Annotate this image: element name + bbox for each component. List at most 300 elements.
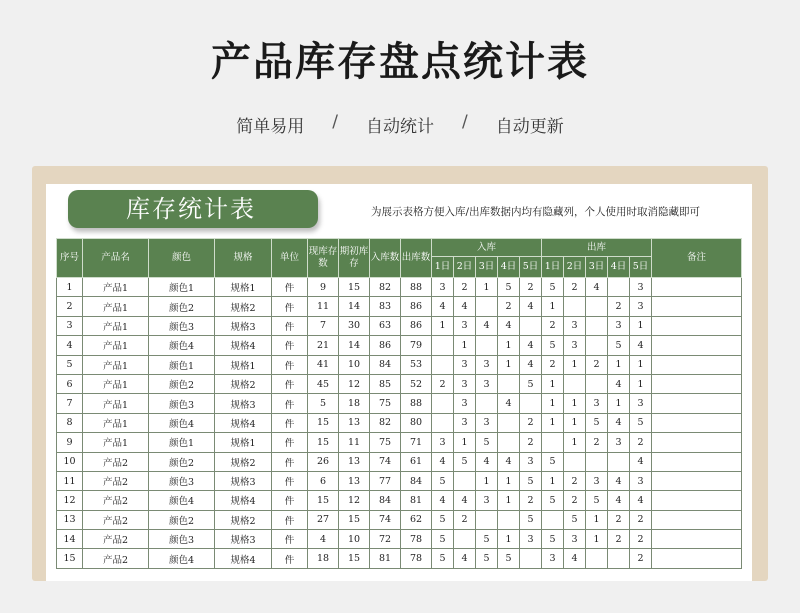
table-cell[interactable]: 1 (586, 530, 608, 549)
table-cell[interactable]: 5 (520, 471, 542, 490)
table-cell[interactable]: 86 (401, 316, 432, 335)
table-cell[interactable]: 3 (476, 491, 498, 510)
table-cell[interactable] (498, 510, 520, 529)
table-cell[interactable]: 产品2 (83, 452, 149, 471)
table-cell[interactable]: 5 (542, 452, 564, 471)
table-cell[interactable]: 产品1 (83, 355, 149, 374)
table-cell[interactable]: 52 (401, 374, 432, 393)
table-cell[interactable]: 3 (542, 549, 564, 568)
table-cell[interactable]: 2 (630, 510, 652, 529)
table-cell[interactable]: 5 (498, 549, 520, 568)
table-cell[interactable] (652, 471, 742, 490)
table-cell[interactable]: 5 (608, 336, 630, 355)
table-cell[interactable]: 3 (586, 471, 608, 490)
table-cell[interactable]: 产品1 (83, 433, 149, 452)
table-cell[interactable]: 5 (542, 530, 564, 549)
table-cell[interactable]: 75 (370, 394, 401, 413)
table-cell[interactable]: 颜色1 (149, 278, 215, 297)
table-cell[interactable]: 13 (339, 471, 370, 490)
table-cell[interactable]: 1 (630, 316, 652, 335)
table-cell[interactable]: 1 (498, 471, 520, 490)
table-cell[interactable]: 15 (57, 549, 83, 568)
table-cell[interactable] (498, 374, 520, 393)
table-cell[interactable]: 3 (586, 394, 608, 413)
table-cell[interactable]: 2 (608, 297, 630, 316)
table-cell[interactable]: 件 (272, 394, 308, 413)
table-cell[interactable]: 规格2 (215, 297, 272, 316)
table-cell[interactable]: 颜色2 (149, 452, 215, 471)
table-cell[interactable] (608, 452, 630, 471)
table-cell[interactable]: 82 (370, 278, 401, 297)
table-cell[interactable] (586, 452, 608, 471)
table-cell[interactable]: 82 (370, 413, 401, 432)
table-cell[interactable] (652, 374, 742, 393)
table-cell[interactable]: 1 (454, 336, 476, 355)
table-cell[interactable]: 1 (542, 413, 564, 432)
table-cell[interactable] (586, 549, 608, 568)
table-cell[interactable]: 规格1 (215, 278, 272, 297)
table-cell[interactable]: 5 (476, 433, 498, 452)
table-cell[interactable] (652, 355, 742, 374)
table-cell[interactable]: 63 (370, 316, 401, 335)
table-cell[interactable]: 3 (520, 530, 542, 549)
table-cell[interactable]: 4 (476, 452, 498, 471)
table-cell[interactable]: 产品1 (83, 413, 149, 432)
table-cell[interactable]: 12 (339, 374, 370, 393)
table-cell[interactable]: 产品2 (83, 471, 149, 490)
table-cell[interactable]: 9 (308, 278, 339, 297)
table-cell[interactable]: 14 (339, 336, 370, 355)
table-cell[interactable]: 1 (586, 510, 608, 529)
table-cell[interactable]: 2 (432, 374, 454, 393)
table-cell[interactable]: 4 (586, 278, 608, 297)
table-cell[interactable] (652, 433, 742, 452)
table-cell[interactable]: 产品1 (83, 374, 149, 393)
table-cell[interactable]: 72 (370, 530, 401, 549)
table-cell[interactable] (652, 278, 742, 297)
table-cell[interactable] (476, 394, 498, 413)
table-cell[interactable]: 2 (608, 530, 630, 549)
table-cell[interactable] (652, 336, 742, 355)
table-cell[interactable]: 85 (370, 374, 401, 393)
table-cell[interactable]: 86 (401, 297, 432, 316)
table-cell[interactable]: 颜色3 (149, 530, 215, 549)
table-cell[interactable]: 84 (370, 491, 401, 510)
table-cell[interactable] (498, 413, 520, 432)
table-cell[interactable]: 件 (272, 297, 308, 316)
table-cell[interactable]: 15 (308, 433, 339, 452)
table-cell[interactable]: 4 (432, 297, 454, 316)
table-cell[interactable]: 件 (272, 316, 308, 335)
table-cell[interactable]: 产品1 (83, 394, 149, 413)
table-cell[interactable]: 3 (454, 355, 476, 374)
table-cell[interactable]: 12 (339, 491, 370, 510)
table-cell[interactable]: 1 (498, 355, 520, 374)
table-cell[interactable]: 产品1 (83, 297, 149, 316)
table-cell[interactable]: 15 (339, 549, 370, 568)
table-cell[interactable]: 71 (401, 433, 432, 452)
table-cell[interactable] (542, 510, 564, 529)
table-cell[interactable]: 1 (432, 316, 454, 335)
table-cell[interactable]: 3 (608, 316, 630, 335)
table-cell[interactable]: 2 (520, 278, 542, 297)
table-cell[interactable]: 74 (370, 510, 401, 529)
table-cell[interactable]: 件 (272, 549, 308, 568)
table-cell[interactable]: 2 (498, 297, 520, 316)
table-cell[interactable]: 11 (339, 433, 370, 452)
table-cell[interactable]: 30 (339, 316, 370, 335)
table-cell[interactable]: 62 (401, 510, 432, 529)
table-cell[interactable]: 产品2 (83, 510, 149, 529)
table-cell[interactable]: 5 (542, 336, 564, 355)
table-cell[interactable] (432, 394, 454, 413)
table-cell[interactable]: 88 (401, 278, 432, 297)
table-cell[interactable]: 规格2 (215, 510, 272, 529)
table-cell[interactable]: 9 (57, 433, 83, 452)
table-cell[interactable]: 5 (432, 510, 454, 529)
table-cell[interactable]: 80 (401, 413, 432, 432)
table-cell[interactable]: 1 (57, 278, 83, 297)
table-cell[interactable]: 6 (308, 471, 339, 490)
table-cell[interactable] (520, 394, 542, 413)
table-cell[interactable]: 4 (57, 336, 83, 355)
table-cell[interactable]: 2 (564, 278, 586, 297)
table-cell[interactable]: 3 (630, 471, 652, 490)
table-cell[interactable]: 5 (542, 491, 564, 510)
table-cell[interactable]: 1 (476, 471, 498, 490)
table-cell[interactable]: 5 (498, 278, 520, 297)
table-cell[interactable]: 79 (401, 336, 432, 355)
table-cell[interactable]: 4 (608, 471, 630, 490)
table-cell[interactable]: 5 (520, 510, 542, 529)
table-cell[interactable]: 3 (564, 336, 586, 355)
table-cell[interactable] (652, 491, 742, 510)
table-cell[interactable]: 4 (498, 394, 520, 413)
table-cell[interactable] (432, 413, 454, 432)
table-cell[interactable] (498, 433, 520, 452)
table-cell[interactable]: 规格1 (215, 433, 272, 452)
table-cell[interactable]: 件 (272, 491, 308, 510)
table-cell[interactable]: 3 (432, 433, 454, 452)
table-cell[interactable]: 1 (498, 530, 520, 549)
table-cell[interactable]: 4 (432, 452, 454, 471)
table-cell[interactable]: 4 (432, 491, 454, 510)
table-cell[interactable] (564, 452, 586, 471)
table-cell[interactable]: 13 (339, 413, 370, 432)
table-cell[interactable] (454, 530, 476, 549)
table-cell[interactable]: 件 (272, 336, 308, 355)
table-cell[interactable] (542, 433, 564, 452)
table-cell[interactable]: 产品2 (83, 491, 149, 510)
table-cell[interactable]: 产品1 (83, 278, 149, 297)
table-cell[interactable]: 规格3 (215, 530, 272, 549)
table-cell[interactable]: 1 (476, 278, 498, 297)
table-cell[interactable]: 15 (308, 413, 339, 432)
table-cell[interactable]: 4 (520, 297, 542, 316)
table-cell[interactable] (586, 316, 608, 335)
table-cell[interactable]: 颜色3 (149, 394, 215, 413)
table-cell[interactable]: 3 (630, 394, 652, 413)
table-cell[interactable]: 15 (308, 491, 339, 510)
table-cell[interactable] (608, 549, 630, 568)
table-cell[interactable]: 4 (608, 491, 630, 510)
table-cell[interactable]: 4 (498, 316, 520, 335)
table-cell[interactable] (652, 413, 742, 432)
table-cell[interactable] (520, 549, 542, 568)
table-cell[interactable]: 3 (630, 297, 652, 316)
table-cell[interactable]: 件 (272, 530, 308, 549)
table-cell[interactable]: 件 (272, 278, 308, 297)
table-cell[interactable]: 3 (520, 452, 542, 471)
table-cell[interactable]: 4 (608, 413, 630, 432)
table-cell[interactable]: 1 (630, 355, 652, 374)
table-cell[interactable]: 61 (401, 452, 432, 471)
table-cell[interactable]: 1 (454, 433, 476, 452)
table-cell[interactable]: 13 (57, 510, 83, 529)
table-cell[interactable]: 5 (630, 413, 652, 432)
table-cell[interactable] (652, 297, 742, 316)
table-cell[interactable]: 5 (586, 491, 608, 510)
table-cell[interactable]: 件 (272, 452, 308, 471)
table-cell[interactable]: 规格4 (215, 336, 272, 355)
table-cell[interactable]: 颜色1 (149, 433, 215, 452)
table-cell[interactable]: 86 (370, 336, 401, 355)
table-cell[interactable]: 产品2 (83, 549, 149, 568)
table-cell[interactable]: 5 (520, 374, 542, 393)
table-cell[interactable] (432, 355, 454, 374)
table-cell[interactable]: 5 (542, 278, 564, 297)
table-cell[interactable]: 1 (498, 491, 520, 510)
table-cell[interactable]: 颜色2 (149, 510, 215, 529)
table-cell[interactable]: 2 (608, 510, 630, 529)
table-cell[interactable]: 2 (630, 549, 652, 568)
table-cell[interactable]: 1 (608, 394, 630, 413)
table-cell[interactable]: 11 (308, 297, 339, 316)
table-cell[interactable] (520, 316, 542, 335)
table-cell[interactable] (652, 316, 742, 335)
table-cell[interactable]: 2 (564, 471, 586, 490)
table-cell[interactable]: 4 (630, 452, 652, 471)
table-cell[interactable]: 41 (308, 355, 339, 374)
table-cell[interactable]: 1 (564, 413, 586, 432)
table-cell[interactable] (652, 510, 742, 529)
table-cell[interactable]: 规格2 (215, 374, 272, 393)
table-cell[interactable]: 1 (542, 394, 564, 413)
table-cell[interactable]: 3 (432, 278, 454, 297)
table-cell[interactable]: 15 (339, 278, 370, 297)
table-cell[interactable]: 2 (520, 491, 542, 510)
table-cell[interactable]: 1 (542, 374, 564, 393)
table-cell[interactable] (564, 297, 586, 316)
table-cell[interactable]: 3 (608, 433, 630, 452)
table-cell[interactable]: 颜色4 (149, 336, 215, 355)
table-cell[interactable]: 4 (520, 355, 542, 374)
table-cell[interactable]: 1 (564, 433, 586, 452)
table-cell[interactable]: 2 (57, 297, 83, 316)
table-cell[interactable]: 5 (308, 394, 339, 413)
table-cell[interactable]: 45 (308, 374, 339, 393)
table-cell[interactable]: 规格4 (215, 413, 272, 432)
table-cell[interactable] (652, 549, 742, 568)
table-cell[interactable]: 2 (586, 433, 608, 452)
table-cell[interactable] (586, 336, 608, 355)
table-cell[interactable]: 27 (308, 510, 339, 529)
table-cell[interactable]: 规格4 (215, 491, 272, 510)
table-cell[interactable]: 14 (339, 297, 370, 316)
table-cell[interactable]: 3 (454, 413, 476, 432)
table-cell[interactable]: 2 (542, 316, 564, 335)
table-cell[interactable]: 5 (432, 549, 454, 568)
table-cell[interactable]: 1 (564, 355, 586, 374)
table-cell[interactable]: 3 (564, 316, 586, 335)
table-cell[interactable]: 颜色2 (149, 374, 215, 393)
table-cell[interactable]: 21 (308, 336, 339, 355)
table-cell[interactable]: 83 (370, 297, 401, 316)
table-cell[interactable]: 10 (339, 530, 370, 549)
table-cell[interactable]: 5 (564, 510, 586, 529)
table-cell[interactable]: 7 (57, 394, 83, 413)
table-cell[interactable]: 规格1 (215, 355, 272, 374)
table-cell[interactable]: 78 (401, 549, 432, 568)
table-cell[interactable]: 4 (520, 336, 542, 355)
table-cell[interactable]: 4 (630, 336, 652, 355)
table-cell[interactable]: 3 (57, 316, 83, 335)
table-cell[interactable]: 84 (370, 355, 401, 374)
table-cell[interactable]: 1 (542, 471, 564, 490)
table-cell[interactable]: 规格2 (215, 452, 272, 471)
table-cell[interactable]: 77 (370, 471, 401, 490)
table-cell[interactable]: 10 (57, 452, 83, 471)
table-cell[interactable] (476, 510, 498, 529)
table-cell[interactable]: 颜色3 (149, 316, 215, 335)
table-cell[interactable] (586, 374, 608, 393)
table-cell[interactable]: 18 (339, 394, 370, 413)
table-cell[interactable] (476, 336, 498, 355)
table-cell[interactable]: 4 (454, 491, 476, 510)
table-cell[interactable]: 颜色4 (149, 491, 215, 510)
table-cell[interactable]: 5 (432, 471, 454, 490)
table-cell[interactable]: 5 (57, 355, 83, 374)
table-cell[interactable]: 4 (308, 530, 339, 549)
table-cell[interactable] (476, 297, 498, 316)
table-cell[interactable]: 75 (370, 433, 401, 452)
table-cell[interactable] (608, 278, 630, 297)
table-cell[interactable]: 颜色4 (149, 549, 215, 568)
table-cell[interactable]: 产品1 (83, 336, 149, 355)
table-cell[interactable]: 颜色1 (149, 355, 215, 374)
table-cell[interactable]: 件 (272, 413, 308, 432)
table-cell[interactable]: 1 (498, 336, 520, 355)
table-cell[interactable]: 4 (564, 549, 586, 568)
table-cell[interactable]: 规格3 (215, 394, 272, 413)
table-cell[interactable]: 5 (476, 549, 498, 568)
table-cell[interactable]: 12 (57, 491, 83, 510)
table-cell[interactable]: 规格3 (215, 471, 272, 490)
table-cell[interactable]: 88 (401, 394, 432, 413)
table-cell[interactable]: 产品2 (83, 530, 149, 549)
table-cell[interactable]: 2 (564, 491, 586, 510)
table-cell[interactable]: 2 (520, 433, 542, 452)
table-cell[interactable]: 3 (454, 394, 476, 413)
table-cell[interactable]: 4 (454, 549, 476, 568)
table-cell[interactable]: 6 (57, 374, 83, 393)
table-cell[interactable] (564, 374, 586, 393)
table-cell[interactable]: 颜色2 (149, 297, 215, 316)
table-cell[interactable]: 81 (401, 491, 432, 510)
table-cell[interactable]: 3 (476, 413, 498, 432)
table-cell[interactable]: 18 (308, 549, 339, 568)
table-cell[interactable]: 2 (454, 510, 476, 529)
table-cell[interactable]: 81 (370, 549, 401, 568)
table-cell[interactable]: 件 (272, 471, 308, 490)
table-cell[interactable]: 15 (339, 510, 370, 529)
table-cell[interactable]: 4 (476, 316, 498, 335)
table-cell[interactable] (586, 297, 608, 316)
table-cell[interactable]: 5 (432, 530, 454, 549)
table-cell[interactable]: 84 (401, 471, 432, 490)
table-cell[interactable] (432, 336, 454, 355)
table-cell[interactable]: 件 (272, 510, 308, 529)
table-cell[interactable]: 3 (454, 374, 476, 393)
table-cell[interactable]: 3 (476, 374, 498, 393)
table-cell[interactable]: 2 (520, 413, 542, 432)
table-cell[interactable]: 1 (564, 394, 586, 413)
table-cell[interactable]: 4 (498, 452, 520, 471)
table-cell[interactable]: 3 (476, 355, 498, 374)
table-cell[interactable]: 10 (339, 355, 370, 374)
table-cell[interactable]: 规格4 (215, 549, 272, 568)
table-cell[interactable]: 3 (630, 278, 652, 297)
table-cell[interactable]: 13 (339, 452, 370, 471)
table-cell[interactable]: 2 (454, 278, 476, 297)
table-cell[interactable]: 2 (542, 355, 564, 374)
table-cell[interactable]: 1 (630, 374, 652, 393)
table-cell[interactable]: 5 (454, 452, 476, 471)
table-cell[interactable]: 4 (608, 374, 630, 393)
table-cell[interactable] (454, 471, 476, 490)
table-cell[interactable]: 2 (630, 433, 652, 452)
table-cell[interactable]: 1 (608, 355, 630, 374)
table-cell[interactable]: 颜色3 (149, 471, 215, 490)
table-cell[interactable]: 78 (401, 530, 432, 549)
table-cell[interactable]: 4 (454, 297, 476, 316)
table-cell[interactable]: 26 (308, 452, 339, 471)
table-cell[interactable]: 5 (586, 413, 608, 432)
table-cell[interactable]: 3 (454, 316, 476, 335)
table-cell[interactable]: 件 (272, 374, 308, 393)
table-cell[interactable]: 件 (272, 433, 308, 452)
table-cell[interactable]: 2 (586, 355, 608, 374)
table-cell[interactable]: 11 (57, 471, 83, 490)
table-cell[interactable] (652, 452, 742, 471)
table-cell[interactable]: 1 (542, 297, 564, 316)
table-cell[interactable]: 4 (630, 491, 652, 510)
table-cell[interactable]: 5 (476, 530, 498, 549)
table-cell[interactable]: 14 (57, 530, 83, 549)
table-cell[interactable]: 规格3 (215, 316, 272, 335)
table-cell[interactable]: 2 (630, 530, 652, 549)
table-cell[interactable] (652, 394, 742, 413)
table-cell[interactable]: 74 (370, 452, 401, 471)
table-cell[interactable]: 53 (401, 355, 432, 374)
table-cell[interactable]: 7 (308, 316, 339, 335)
table-cell[interactable]: 产品1 (83, 316, 149, 335)
table-cell[interactable]: 8 (57, 413, 83, 432)
table-cell[interactable]: 3 (564, 530, 586, 549)
table-cell[interactable] (652, 530, 742, 549)
table-cell[interactable]: 件 (272, 355, 308, 374)
table-cell[interactable]: 颜色4 (149, 413, 215, 432)
